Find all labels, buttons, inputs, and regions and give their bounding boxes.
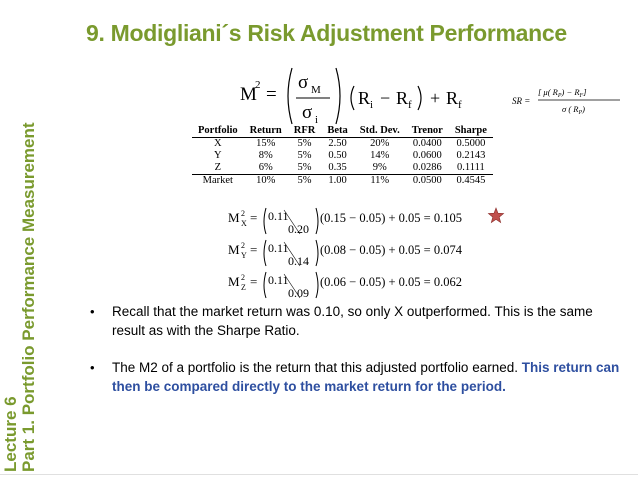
- column-header: Return: [244, 124, 288, 138]
- table-cell: 0.50: [328, 150, 347, 161]
- table-cell: 2.50: [328, 138, 347, 149]
- calc-subscript: Z: [241, 283, 246, 292]
- calc-subscript: Y: [241, 251, 247, 260]
- star-icon: [488, 208, 503, 223]
- sharpe-ratio-formula: [512, 82, 622, 118]
- table-cell: 14%: [370, 150, 390, 161]
- sigma-i-subscript: i: [315, 114, 319, 126]
- column-header: Beta: [321, 124, 353, 138]
- table-cell: 0.0286: [412, 162, 442, 173]
- lecture-number: Lecture 6: [1, 396, 20, 472]
- sigma-m: σ: [298, 72, 309, 93]
- column-header: Portfolio: [192, 124, 244, 138]
- table-cell: 5%: [297, 138, 312, 149]
- column-header: Sharpe: [449, 124, 493, 138]
- calc-expression: (0.08 − 0.05) + 0.05 = 0.074: [320, 243, 462, 257]
- table-cell: 0.0600: [412, 150, 442, 161]
- calc-superscript: 2: [241, 273, 245, 282]
- calc-equals: =: [250, 210, 258, 225]
- table-row: [192, 162, 493, 175]
- calc-left-paren: [264, 208, 266, 234]
- table-cell: 15%: [256, 138, 276, 149]
- calc-denominator: 0.14: [288, 254, 309, 268]
- r-f-2-subscript: f: [458, 99, 462, 111]
- right-paren: [336, 68, 340, 124]
- table-cell: 11%: [354, 175, 406, 188]
- calc-right-paren: [316, 208, 318, 234]
- m2-symbol: M: [240, 84, 257, 105]
- calc-equals: =: [250, 274, 258, 289]
- m2-formula: [238, 58, 498, 128]
- left-paren: [288, 68, 292, 124]
- bullet-list: [90, 302, 620, 414]
- sigma-m-subscript: M: [311, 84, 321, 96]
- column-header: Std. Dev.: [354, 124, 406, 138]
- lecture-part-title: Part 1. Portfolio Performance Measurement: [19, 122, 38, 472]
- table-cell: Z: [214, 162, 222, 173]
- calc-numerator: 0.11: [268, 209, 289, 223]
- table-cell: 0.1111: [457, 162, 485, 173]
- table-cell: X: [214, 138, 222, 149]
- calc-numerator: 0.11: [268, 273, 289, 287]
- calc-right-paren: [316, 272, 318, 298]
- bullet-item: [90, 302, 620, 340]
- table-cell: Market: [192, 175, 244, 188]
- table-cell: 0.0500: [406, 175, 449, 188]
- footer-divider: [0, 474, 638, 475]
- table-row: [192, 138, 493, 151]
- calc-left-paren: [264, 240, 266, 266]
- r-i-subscript: i: [370, 99, 374, 111]
- r-i: R: [358, 88, 371, 108]
- table-cell: 6%: [258, 162, 273, 173]
- inner-left-paren: [351, 86, 354, 110]
- m2-superscript: 2: [255, 79, 261, 91]
- m2-calculations: [228, 200, 528, 300]
- calc-subscript: X: [241, 219, 247, 228]
- lecture-side-label: [2, 2, 38, 472]
- calc-expression: (0.06 − 0.05) + 0.05 = 0.062: [320, 275, 462, 289]
- bullet-text-highlight: This return can then be compared directly to the market return for the period.: [112, 360, 620, 394]
- sharpe-denominator: σ ( $R_P$): [562, 104, 585, 116]
- column-header: RFR: [288, 124, 322, 138]
- minus-sign: −: [380, 88, 391, 108]
- slide-title: 9. Modigliani´s Risk Adjustment Performance: [86, 20, 567, 46]
- table-cell: 10%: [244, 175, 288, 188]
- calc-m-symbol: M: [228, 242, 240, 257]
- table-cell: 1.00: [321, 175, 353, 188]
- equals-sign: =: [266, 84, 277, 105]
- bullet-text: [112, 358, 620, 396]
- table-cell: 0.4545: [449, 175, 493, 188]
- bullet-text: Recall that the market return was 0.10, so only X outperformed. This is the same result as with the Sharpe Ratio.: [112, 304, 593, 338]
- calc-m-symbol: M: [228, 210, 240, 225]
- bullet-marker: •: [90, 304, 95, 319]
- sigma-i: σ: [302, 102, 313, 123]
- bullet-marker: •: [90, 360, 95, 375]
- table-cell: 0.0400: [412, 138, 442, 149]
- bullet-item: [90, 358, 620, 396]
- table-cell: 5%: [288, 175, 322, 188]
- calc-equals: =: [250, 242, 258, 257]
- bullet-text-plain: The M2 of a portfolio is the return that this adjusted portfolio earned.: [112, 360, 522, 375]
- sharpe-numerator: [ μ( $R_P) - R_F$]: [538, 87, 587, 99]
- table-cell: 8%: [258, 150, 273, 161]
- calc-superscript: 2: [241, 241, 245, 250]
- calc-superscript: 2: [241, 209, 245, 218]
- table-cell: 0.5000: [456, 138, 486, 149]
- r-f: R: [396, 88, 409, 108]
- table-cell: Y: [214, 150, 222, 161]
- table-row: [192, 175, 493, 188]
- calc-right-paren: [316, 240, 318, 266]
- calc-denominator: 0.20: [288, 222, 309, 236]
- table-cell: 9%: [372, 162, 387, 173]
- table-cell: 0.2143: [456, 150, 486, 161]
- table-cell: 5%: [297, 150, 312, 161]
- table-cell: 0.35: [328, 162, 347, 173]
- plus-sign: +: [430, 88, 441, 108]
- table-header-row: [192, 124, 493, 138]
- r-f-2: R: [446, 88, 459, 108]
- portfolio-performance-table: [192, 124, 493, 187]
- sharpe-lhs: SR =: [512, 96, 531, 106]
- table-row: [192, 150, 493, 162]
- calc-expression: (0.15 − 0.05) + 0.05 = 0.105: [320, 211, 462, 225]
- inner-right-paren: [418, 86, 421, 110]
- calc-denominator: 0.09: [288, 286, 309, 300]
- table-cell: 20%: [370, 138, 390, 149]
- calc-numerator: 0.11: [268, 241, 289, 255]
- calc-left-paren: [264, 272, 266, 298]
- table-cell: 5%: [297, 162, 312, 173]
- calc-m-symbol: M: [228, 274, 240, 289]
- column-header: Trenor: [406, 124, 449, 138]
- r-f-subscript: f: [408, 99, 412, 111]
